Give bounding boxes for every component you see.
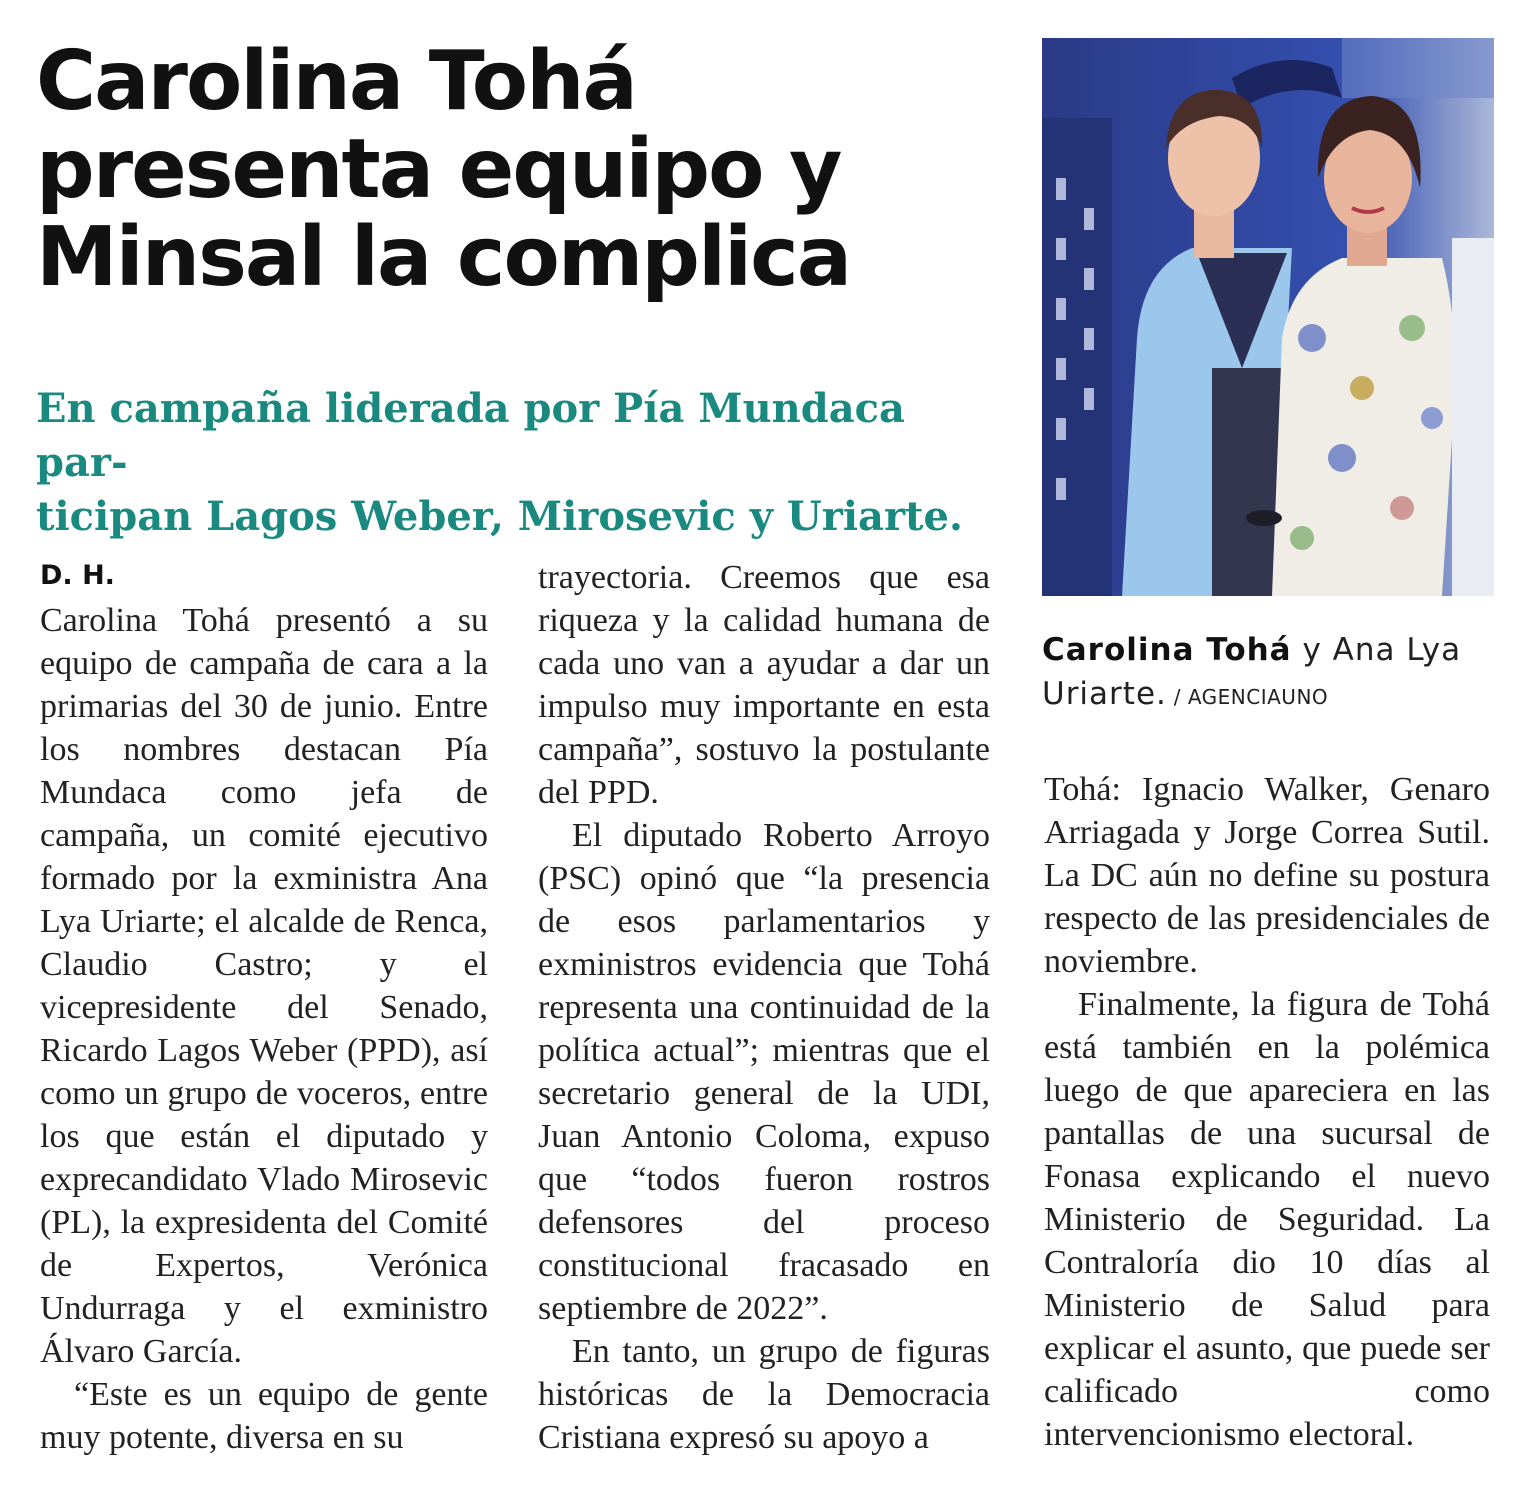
headline-line: presenta equipo y xyxy=(36,122,841,217)
paragraph: Finalmente, la figura de Tohá está también en la polémica luego de que apareciera en las pantallas de una sucursal de Fonasa explicando el nuevo Ministerio de Seguridad. La Contraloría dio 10 días al Ministerio de Salud para explicar el asunto, que puede ser calificado como intervencionismo electoral. xyxy=(1044,986,1490,1453)
paragraph: Carolina Tohá presentó a su equipo de campaña de cara a la primarias del 30 de junio. Entre los nombres destacan Pía Mundaca como jefa de campaña, un comité ejecutivo formado por la exministra Ana Lya Uriarte; el alcalde de Renca, Claudio Castro; y el vicepresidente del Senado, Ricardo Lagos Weber (PPD), así como un grupo de voceros, entre los que están el diputado y exprecandidato Vlado Mirosevic (PL), la expresidenta del Comité de Expertos, Verónica Undurraga y el exministro Álvaro García. xyxy=(40,602,488,1370)
headline-line: Carolina Tohá xyxy=(36,34,636,129)
paragraph: trayectoria. Creemos que esa riqueza y la calidad humana de cada uno van a ayudar a dar un impulso muy importante en esta campaña”, sostuvo la postulante del PPD. xyxy=(538,559,990,811)
paragraph: Tohá: Ignacio Walker, Genaro Arriagada y Jorge Correa Sutil. La DC aún no define su postura respecto de las presidenciales de noviembre. xyxy=(1044,771,1490,980)
photo-caption xyxy=(1042,628,1494,719)
paragraph: En tanto, un grupo de figuras históricas de la Democracia Cristiana expresó su apoyo a xyxy=(538,1333,990,1456)
article-column-1 xyxy=(40,556,488,1459)
subhead-line: En campaña liderada por Pía Mundaca par- xyxy=(36,385,905,486)
article-column-3 xyxy=(1044,768,1490,1456)
caption-name: Carolina Tohá xyxy=(1042,632,1292,668)
caption-text: y Ana Lya Uriarte. xyxy=(1042,632,1462,712)
article-photo xyxy=(1042,38,1494,596)
article-column-2 xyxy=(538,556,990,1459)
subheadline xyxy=(36,382,986,544)
paragraph: El diputado Roberto Arroyo (PSC) opinó que “la presencia de esos parlamentarios y exministros evidencia que Tohá representa una continuidad de la política actual”; mientras que el secretario general de la UDI, Juan Antonio Coloma, expuso que “todos fueron rostros defensores del proceso constitucional fracasado en septiembre de 2022”. xyxy=(538,817,990,1327)
byline: D. H. xyxy=(40,560,115,591)
photo-credit: / AGENCIAUNO xyxy=(1166,685,1329,709)
subhead-line: ticipan Lagos Weber, Mirosevic y Uriarte. xyxy=(36,493,963,540)
paragraph: “Este es un equipo de gente muy potente, diversa en su xyxy=(40,1376,488,1456)
headline xyxy=(36,34,1026,305)
photo-illustration xyxy=(1042,38,1494,596)
headline-line: Minsal la complica xyxy=(36,210,851,305)
